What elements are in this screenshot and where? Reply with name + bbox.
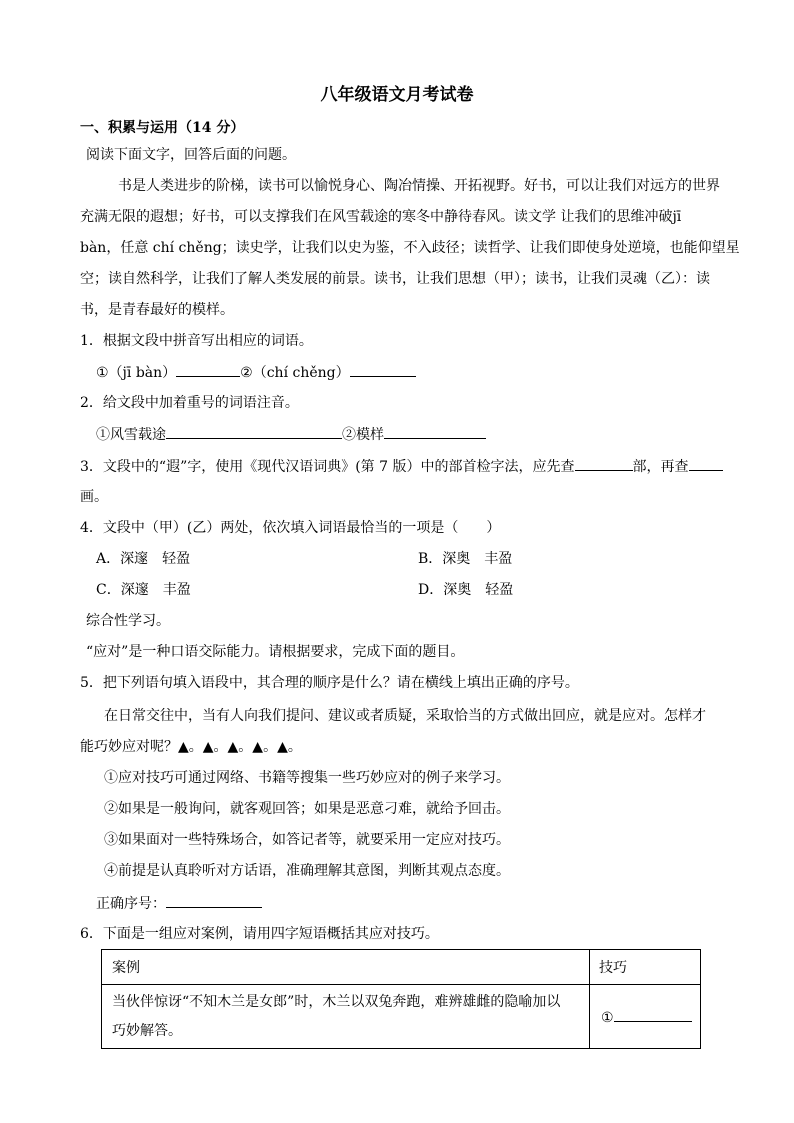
q2-answer-blank-a[interactable] xyxy=(166,425,342,439)
q1-answer-blank-a[interactable] xyxy=(176,363,240,377)
question-2-stem: 2．给文段中加着重号的词语注音。 xyxy=(80,395,299,411)
passage-line: 书是人类进步的阶梯，读书可以愉悦身心、陶冶情操、开拓视野。好书，可以让我们对远方的世界 xyxy=(118,178,720,194)
question-1-stem: 1．根据文段中拼音写出相应的词语。 xyxy=(80,333,313,349)
option-d[interactable]: D．深奥 轻盈 xyxy=(418,582,514,598)
question-3-stem xyxy=(80,457,723,476)
table-header-technique: 技巧 xyxy=(599,960,627,976)
q3-stem-part-b: 部，再查 xyxy=(632,459,689,475)
q3-stem-part-c: 画。 xyxy=(80,489,108,505)
q5-sentence-item: ③如果面对一些特殊场合，如答记者等，就要采用一定应对技巧。 xyxy=(104,832,510,848)
question-4-stem: 4．文段中（甲）(乙）两处，依次填入词语最恰当的一项是（ ） xyxy=(80,520,501,536)
table-divider xyxy=(589,950,590,1048)
passage-line: 书，是青春最好的模样。 xyxy=(80,302,234,318)
question-5-stem: 5．把下列语句填入语段中，其合理的顺序是什么？请在横线上填出正确的序号。 xyxy=(80,675,579,691)
question-1-answers xyxy=(96,363,416,382)
comprehensive-heading: 综合性学习。 xyxy=(86,613,170,629)
passage-line: 充满无限的遐想；好书，可以支撑我们在风雪载途的寒冬中静待春风。读文学 让我们的思维冲破jī xyxy=(80,209,682,225)
table-answer-cell xyxy=(601,1008,692,1027)
table-divider xyxy=(102,984,700,985)
q2-answer-blank-b[interactable] xyxy=(384,425,486,439)
q5-answer-label: 正确序号： xyxy=(96,896,166,912)
q5-answer-blank[interactable] xyxy=(166,894,262,908)
passage-line: bàn，任意 chí chěng；读史学，让我们以史为鉴，不入歧径；读哲学、让我们即使身处逆境，也能仰望星 xyxy=(80,240,740,256)
question-2-answers xyxy=(96,425,486,444)
q2-item-b-label: ②模样 xyxy=(342,427,384,443)
table-header-case: 案例 xyxy=(112,960,140,976)
option-c[interactable]: C．深邃 丰盈 xyxy=(96,582,191,598)
page-title: 八年级语文月考试卷 xyxy=(320,85,474,105)
q6-answer-blank[interactable] xyxy=(614,1008,692,1022)
section-heading: 一、积累与运用（14 分） xyxy=(80,120,245,136)
passage-line: 空；读自然科学，让我们了解人类发展的前景。读书，让我们思想（甲）；读书，让我们灵魂（乙）：读 xyxy=(80,271,710,287)
q1-answer-blank-b[interactable] xyxy=(350,363,416,377)
option-b[interactable]: B．深奥 丰盈 xyxy=(418,551,513,567)
q2-item-a-label: ①风雪载途 xyxy=(96,427,166,443)
q5-answer-row xyxy=(96,894,262,913)
q5-sentence-item: ④前提是认真聆听对方话语，准确理解其意图，判断其观点态度。 xyxy=(104,863,510,879)
q1-item-a-label: ①（jī bàn） xyxy=(96,365,177,381)
comprehensive-intro: “应对”是一种口语交际能力。请根据要求，完成下面的题目。 xyxy=(86,644,465,660)
table-answer-label: ① xyxy=(601,1010,614,1026)
q3-radical-blank[interactable] xyxy=(575,457,633,471)
table-case-text: 巧妙解答。 xyxy=(112,1023,182,1039)
q3-strokes-blank[interactable] xyxy=(689,457,723,471)
q5-paragraph-line: 在日常交往中，当有人向我们提问、建议或者质疑，采取恰当的方式做出回应，就是应对。怎样才 xyxy=(104,708,706,724)
q1-item-b-label: ②（chí chěng） xyxy=(240,365,350,381)
q5-paragraph-line: 能巧妙应对呢？▲。▲。▲。▲。▲。 xyxy=(80,739,302,755)
cases-table xyxy=(101,949,701,1049)
question-6-stem: 6．下面是一组应对案例，请用四字短语概括其应对技巧。 xyxy=(80,926,439,942)
option-a[interactable]: A．深邃 轻盈 xyxy=(96,551,191,567)
q5-sentence-item: ②如果是一般询问，就客观回答；如果是恶意刁难，就给予回击。 xyxy=(104,801,510,817)
q3-stem-part-a: 3．文段中的“遐”字，使用《现代汉语词典》(第 7 版）中的部首检字法，应先查 xyxy=(80,459,575,475)
table-case-text: 当伙伴惊讶“不知木兰是女郎”时，木兰以双兔奔跑，难辨雄雌的隐喻加以 xyxy=(112,994,561,1010)
q5-sentence-item: ①应对技巧可通过网络、书籍等搜集一些巧妙应对的例子来学习。 xyxy=(104,770,510,786)
reading-instruction: 阅读下面文字，回答后面的问题。 xyxy=(86,147,296,163)
